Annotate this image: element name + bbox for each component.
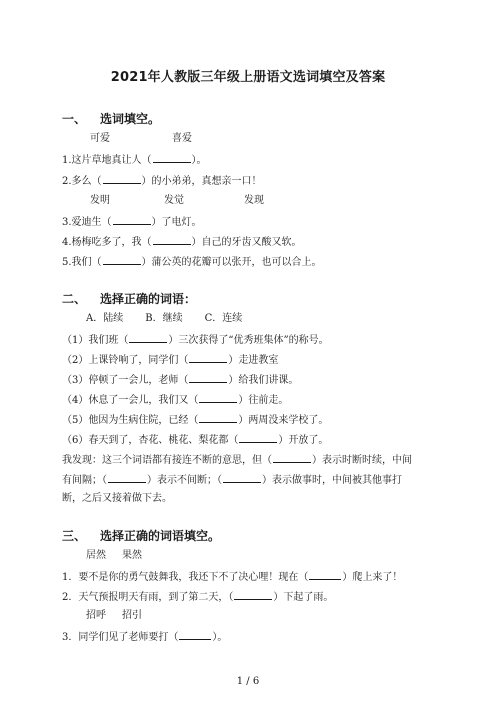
answer-blank[interactable] <box>239 432 277 443</box>
answer-blank[interactable] <box>199 392 237 403</box>
question-text: 3.爱迪生（ <box>62 217 112 228</box>
question-text: 断，之后又接着做下去。 <box>62 493 172 504</box>
question-2-2 <box>62 352 278 368</box>
answer-blank[interactable] <box>153 234 191 245</box>
question-text: ）两周没来学校了。 <box>238 415 329 426</box>
document-title: 2021年人教版三年级上册语文选词填空及答案 <box>110 70 386 85</box>
question-text: ）表示不间断；（ <box>147 475 222 486</box>
question-3-2 <box>62 589 333 605</box>
answer-blank[interactable] <box>129 332 167 343</box>
question-text: ）。 <box>191 155 207 166</box>
question-text: ）表示时断时续，中间 <box>312 455 412 466</box>
question-1-3 <box>62 214 202 230</box>
answer-blank[interactable] <box>179 629 211 640</box>
question-text: ）。 <box>212 632 228 643</box>
answer-blank[interactable] <box>103 254 141 265</box>
question-text: ）走进教室 <box>228 355 279 366</box>
word-option: 发觉 <box>164 195 184 206</box>
question-text: （6）春天到了，杏花、桃花、梨花都（ <box>62 435 239 446</box>
question-text: ）自己的牙齿又酸又软。 <box>191 237 302 248</box>
question-text: 有间隔；（ <box>62 475 107 486</box>
section-2-heading <box>62 290 196 307</box>
question-text: 1.这片草地真让人（ <box>62 155 152 166</box>
question-2-3 <box>62 372 298 388</box>
answer-blank[interactable] <box>309 569 341 580</box>
word-bank-2 <box>90 194 264 208</box>
question-1-2 <box>62 173 262 189</box>
question-text: （1）我们班（ <box>62 335 129 346</box>
question-text: ）蒲公英的花瓣可以张开，也可以合上。 <box>141 257 322 268</box>
section-1-heading <box>62 110 160 127</box>
question-text: 2．天气预报明天有雨，到了第二天，（ <box>62 592 234 603</box>
question-text: （4）休息了一会儿，我们又（ <box>62 395 199 406</box>
answer-blank[interactable] <box>113 214 151 225</box>
word-option: 喜爱 <box>172 133 192 144</box>
question-text: 3．同学们见了老师要打（ <box>62 632 179 643</box>
section-3-title: 选择正确的词语填空。 <box>100 529 221 543</box>
section-2-number: 二、 <box>62 292 87 306</box>
word-option: 招呼 <box>86 610 106 621</box>
word-option: 招引 <box>122 610 142 621</box>
option-a: A．陆续 <box>86 313 124 324</box>
question-2-6 <box>62 432 328 448</box>
question-text: ）的小弟弟，真想亲一口！ <box>141 176 262 187</box>
question-3-1 <box>62 569 402 585</box>
question-text: 4.杨梅吃多了，我（ <box>62 237 152 248</box>
discovery-line-1 <box>62 452 412 468</box>
word-option: 居然 <box>86 550 106 561</box>
option-c: C．连续 <box>204 313 243 324</box>
question-text: ）爬上来了！ <box>342 572 403 583</box>
question-1-5 <box>62 254 322 270</box>
section-1-title: 选词填空。 <box>100 112 161 126</box>
answer-blank[interactable] <box>153 152 191 163</box>
question-text: ）给我们讲课。 <box>228 375 299 386</box>
question-text: ）开放了。 <box>278 435 329 446</box>
word-option: 发明 <box>90 195 110 206</box>
word-option: 可爱 <box>90 133 110 144</box>
word-bank-3 <box>86 549 142 563</box>
word-option: 果然 <box>122 550 142 561</box>
answer-blank[interactable] <box>273 452 311 463</box>
question-1-4 <box>62 234 302 250</box>
answer-blank[interactable] <box>223 472 261 483</box>
answer-blank[interactable] <box>189 352 227 363</box>
page-number: 1 / 6 <box>236 676 260 687</box>
section-3-heading <box>62 527 220 544</box>
question-text: ）三次获得了“优秀班集体”的称号。 <box>168 335 329 346</box>
question-text: （5）他因为生病住院，已经（ <box>62 415 199 426</box>
question-text: （2）上课铃响了，同学们（ <box>62 355 189 366</box>
question-2-4 <box>62 392 288 408</box>
question-text: 5.我们（ <box>62 257 102 268</box>
answer-blank[interactable] <box>189 372 227 383</box>
question-text: 1．要不是你的勇气鼓舞我，我还下不了决心哩！现在（ <box>62 572 309 583</box>
section-3-number: 三、 <box>62 529 87 543</box>
question-2-1 <box>62 332 329 348</box>
question-text: 2.多么（ <box>62 176 102 187</box>
question-2-5 <box>62 412 328 428</box>
option-b: B．继续 <box>145 313 183 324</box>
answer-blank[interactable] <box>234 589 272 600</box>
discovery-line-2 <box>62 472 402 488</box>
question-text: ）表示做事时，中间被其他事打 <box>262 475 402 486</box>
discovery-line-3 <box>62 492 172 506</box>
word-bank-1 <box>90 132 192 146</box>
question-text: ）下起了雨。 <box>273 592 334 603</box>
question-text: ）往前走。 <box>238 395 289 406</box>
section-1-number: 一、 <box>62 112 87 126</box>
question-text: 我发现：这三个词语都有接连不断的意思，但（ <box>62 455 272 466</box>
question-text: ）了电灯。 <box>151 217 202 228</box>
question-text: （3）停顿了一会儿，老师（ <box>62 375 189 386</box>
answer-blank[interactable] <box>103 173 141 184</box>
word-option: 发现 <box>244 195 264 206</box>
answer-blank[interactable] <box>108 472 146 483</box>
word-bank-4 <box>86 609 142 623</box>
section-2-title: 选择正确的词语： <box>100 292 197 306</box>
answer-blank[interactable] <box>199 412 237 423</box>
question-1-1 <box>62 152 207 168</box>
question-3-3 <box>62 629 227 645</box>
options-row <box>86 312 264 326</box>
